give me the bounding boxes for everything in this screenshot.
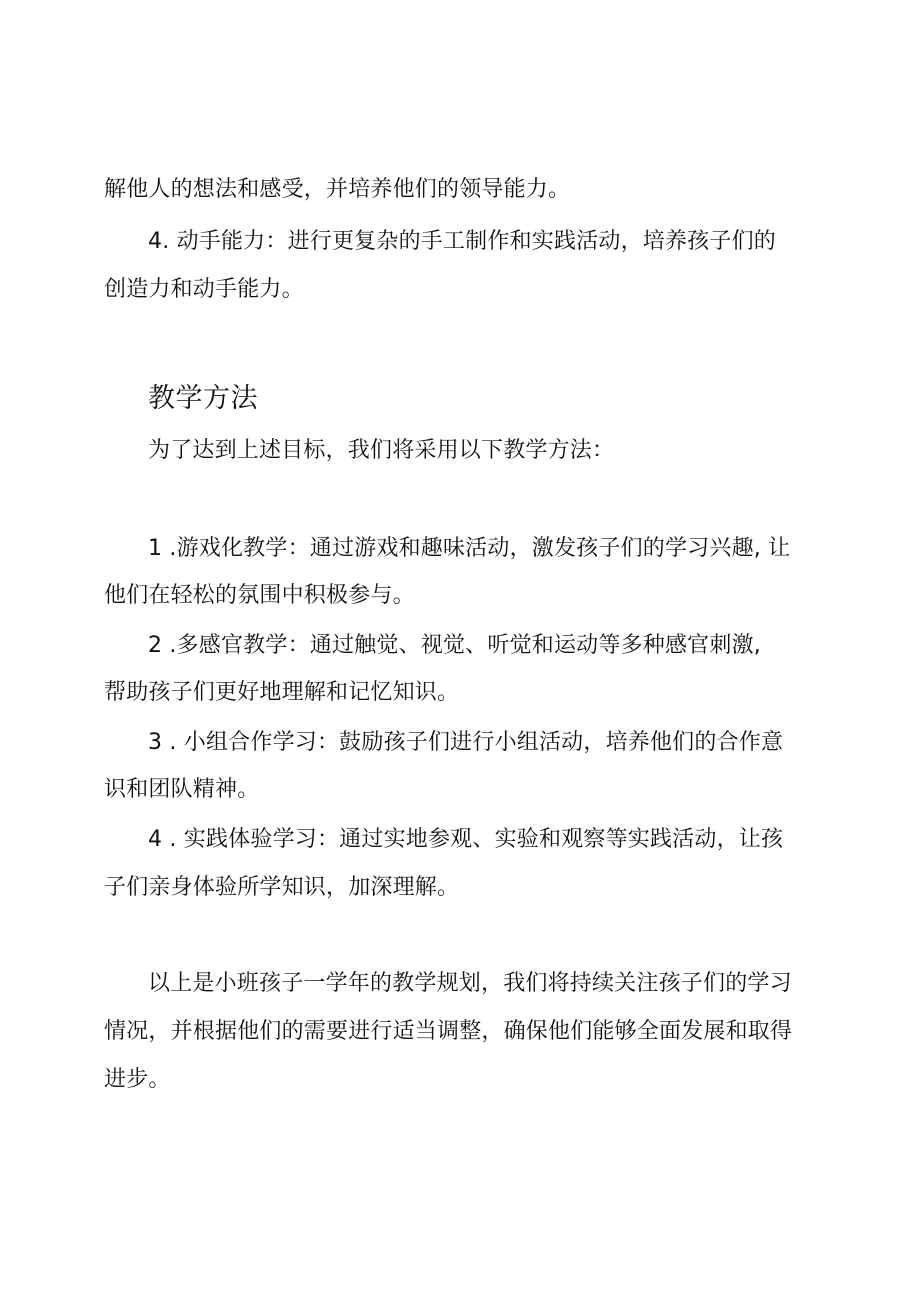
list-item-hands-on-line-1: 4. 动手能力：进行更复杂的手工制作和实践活动，培养孩子们的: [148, 229, 776, 254]
method-item-2-line-1: 2 .多感官教学：通过触觉、视觉、听觉和运动等多种感官刺激,: [148, 633, 761, 658]
closing-line-1: 以上是小班孩子一学年的教学规划，我们将持续关注孩子们的学习: [148, 971, 792, 996]
method-item-3-line-1: 3 . 小组合作学习：鼓励孩子们进行小组活动，培养他们的合作意: [148, 730, 784, 755]
paragraph-line: 解他人的想法和感受，并培养他们的领导能力。: [104, 177, 571, 202]
method-item-3-line-2: 识和团队精神。: [104, 777, 260, 802]
method-item-1-line-1: 1 .游戏化教学：通过游戏和趣味活动，激发孩子们的学习兴趣, 让: [148, 536, 791, 561]
list-item-hands-on-line-2: 创造力和动手能力。: [104, 277, 304, 302]
method-item-4-line-1: 4 . 实践体验学习：通过实地参观、实验和观察等实践活动，让孩: [148, 827, 784, 852]
method-item-1-line-2: 他们在轻松的氛围中积极参与。: [104, 583, 415, 608]
section-title: 教学方法: [148, 383, 258, 414]
closing-line-2: 情况，并根据他们的需要进行适当调整，确保他们能够全面发展和取得: [104, 1019, 793, 1044]
method-item-2-line-2: 帮助孩子们更好地理解和记忆知识。: [104, 680, 460, 705]
section-intro: 为了达到上述目标，我们将采用以下教学方法：: [148, 438, 615, 463]
method-item-4-line-2: 子们亲身体验所学知识，加深理解。: [104, 875, 460, 900]
closing-line-3: 进步。: [104, 1067, 171, 1092]
